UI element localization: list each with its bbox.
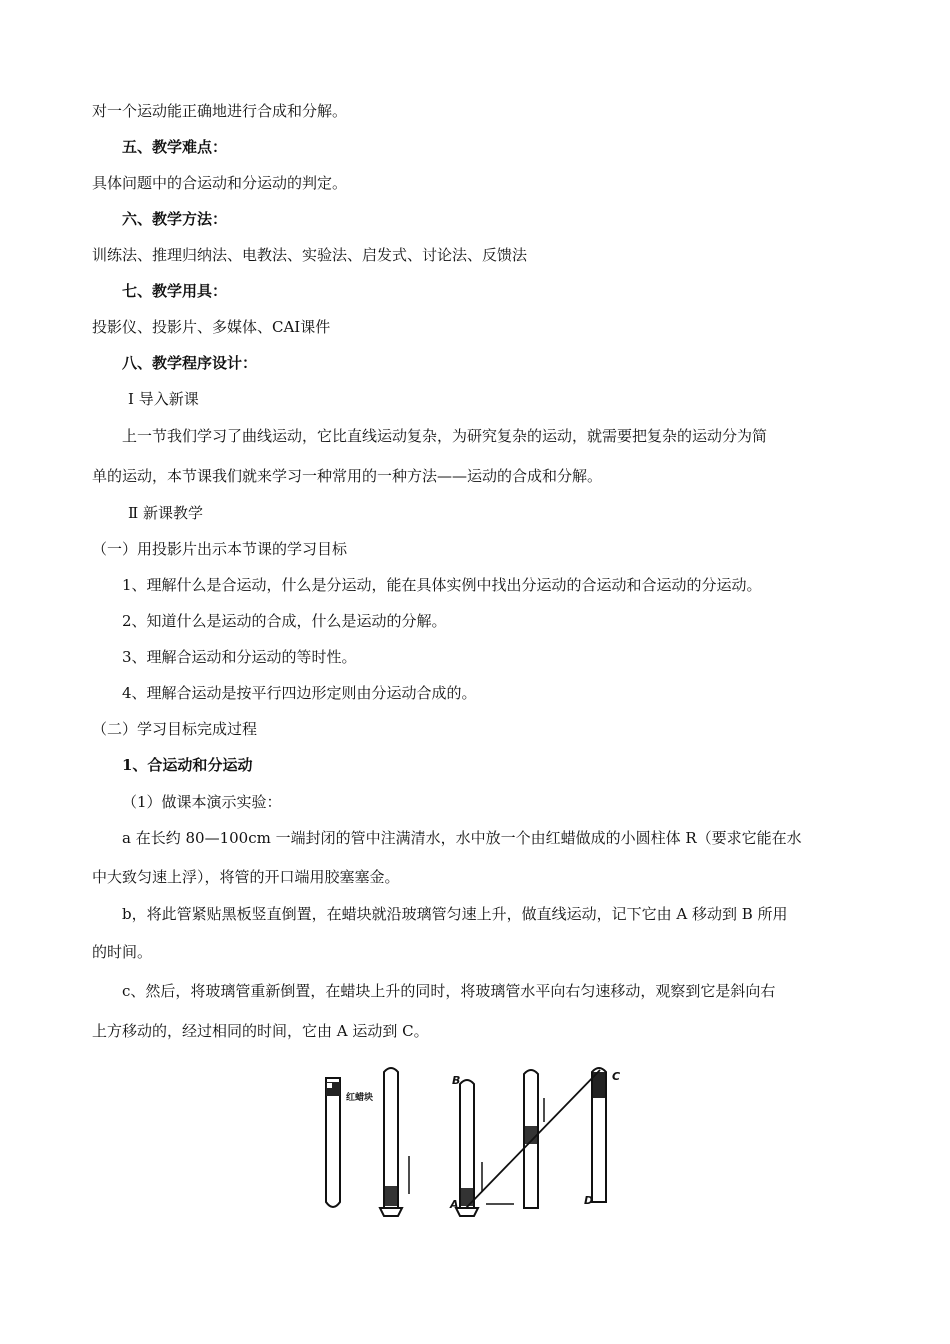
text-line-13: （一）用投影片出示本节课的学习目标: [92, 540, 348, 558]
point-label-c: C: [612, 1070, 621, 1083]
wax-block-label: 红蜡块: [346, 1093, 374, 1103]
section-heading-methods: 六、教学方法：: [122, 210, 228, 228]
experiment-diagram: [318, 1062, 634, 1222]
text-line-7: 投影仪、投影片、多媒体、CAI课件: [92, 318, 331, 336]
text-line-3: 具体问题中的合运动和分运动的判定。: [92, 174, 348, 192]
text-line-18: （二）学习目标完成过程: [92, 720, 258, 738]
goal-item-3: 3、理解合运动和分运动的等时性。: [122, 648, 357, 666]
point-label-a: A: [450, 1198, 459, 1211]
section-heading-difficulty: 五、教学难点：: [122, 138, 228, 156]
goal-item-4: 4、理解合运动是按平行四边形定则由分运动合成的。: [122, 684, 477, 702]
text-line-24: 的时间。: [92, 943, 153, 961]
wax-block-1-highlight: [327, 1083, 332, 1088]
diagonal-path-line: [466, 1070, 600, 1208]
text-line-21: a 在长约 80—100cm 一端封闭的管中注满清水，水中放一个由红蜡做成的小圆柱体 R（要求它能在水: [122, 829, 802, 847]
point-label-b: B: [452, 1074, 461, 1087]
tube-1: [326, 1078, 340, 1207]
goal-item-1: 1、理解什么是合运动，什么是分运动，能在具体实例中找出分运动的合运动和合运动的分运动。: [122, 576, 762, 594]
text-line-10: 上一节我们学习了曲线运动，它比直线运动复杂，为研究复杂的运动，就需要把复杂的运动分为简: [122, 427, 768, 445]
text-line-11: 单的运动，本节课我们就来学习一种常用的一种方法——运动的合成和分解。: [92, 467, 603, 485]
text-line-22: 中大致匀速上浮），将管的开口端用胶塞塞金。: [92, 868, 400, 886]
text-line-23: b，将此管紧贴黑板竖直倒置，在蜡块就沿玻璃管匀速上升，做直线运动，记下它由 A 移动到 B 所用: [122, 905, 788, 923]
section-heading-tools: 七、教学用具：: [122, 282, 228, 300]
section-heading-procedure: 八、教学程序设计：: [122, 354, 258, 372]
subsection-new-lesson: Ⅱ 新课教学: [128, 504, 203, 522]
text-line-20: （1）做课本演示实验：: [122, 793, 282, 811]
subsection-intro: Ⅰ 导入新课: [128, 390, 199, 408]
goal-item-2: 2、知道什么是运动的合成，什么是运动的分解。: [122, 612, 447, 630]
text-line-25: c、然后，将玻璃管重新倒置，在蜡块上升的同时，将玻璃管水平向右匀速移动，观察到它是斜向右: [122, 982, 776, 1000]
point-label-d: D: [584, 1194, 594, 1207]
experiment-figure: [318, 1062, 634, 1222]
text-line-1: 对一个运动能正确地进行合成和分解。: [92, 102, 348, 120]
wax-block-2: [385, 1186, 397, 1206]
text-line-5: 训练法、推理归纳法、电教法、实验法、启发式、讨论法、反馈法: [92, 246, 528, 264]
section-heading-combined-motion: 1、合运动和分运动: [122, 756, 253, 774]
text-line-26: 上方移动的，经过相同的时间，它由 A 运动到 C。: [92, 1022, 429, 1040]
